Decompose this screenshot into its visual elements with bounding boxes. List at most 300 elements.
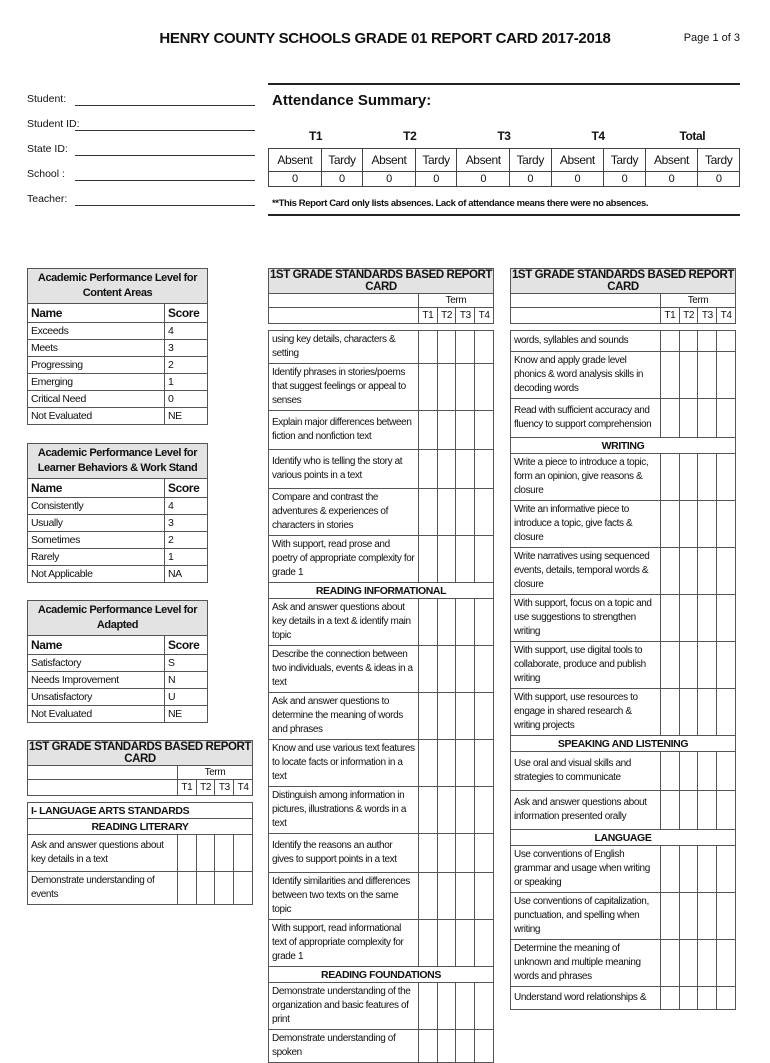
- grade-cell: [661, 352, 680, 399]
- total-header: Total: [679, 129, 706, 143]
- blank-cell: [511, 324, 736, 331]
- grade-cell: [437, 983, 456, 1030]
- level-name: Rarely: [28, 549, 165, 566]
- blank-cell: [269, 324, 494, 331]
- level-score: 4: [165, 323, 208, 340]
- name-header: Name: [28, 304, 165, 323]
- grade-cell: [456, 834, 475, 873]
- attendance-value: 0: [698, 172, 740, 187]
- grade-cell: [456, 364, 475, 411]
- grade-cell: [717, 791, 736, 830]
- legend-row: [28, 655, 208, 672]
- term-header: T4: [234, 780, 253, 796]
- term-header: T3: [456, 308, 475, 324]
- level-score: U: [165, 689, 208, 706]
- standard-description: Identify who is telling the story at various points in a text: [269, 450, 419, 489]
- section-title: WRITING: [511, 438, 736, 454]
- grade-cell: [679, 940, 698, 987]
- grade-cell: [661, 846, 680, 893]
- score-header: Score: [165, 479, 208, 498]
- term-header: T3: [698, 308, 717, 324]
- attendance-value: 0: [415, 172, 457, 187]
- term-header: T1: [418, 308, 437, 324]
- grade-cell: [418, 331, 437, 364]
- grade-cell: [717, 752, 736, 791]
- grade-cell: [475, 331, 494, 364]
- grade-cell: [475, 364, 494, 411]
- standards-table: [27, 740, 253, 905]
- standard-row: [269, 834, 494, 873]
- standard-description: Describe the connection between two individuals, events & ideas in a text: [269, 646, 419, 693]
- standard-row: [269, 983, 494, 1030]
- term-header: T3: [497, 129, 511, 143]
- grade-cell: [418, 536, 437, 583]
- grade-cell: [661, 987, 680, 1010]
- score-header: Score: [165, 304, 208, 323]
- student-id-label: Student ID:: [27, 118, 80, 130]
- legend-row: [28, 566, 208, 583]
- performance-level-table: [27, 443, 208, 583]
- term-header: T3: [215, 780, 234, 796]
- grade-cell: [437, 740, 456, 787]
- standard-description: With support, use resources to engage in shared research & writing projects: [511, 689, 661, 736]
- attendance-note: **This Report Card only lists absences. Lack of attendance means there were no absences.: [272, 198, 649, 209]
- absent-header: Absent: [645, 149, 698, 172]
- grade-cell: [661, 689, 680, 736]
- grade-cell: [679, 642, 698, 689]
- grade-cell: [698, 501, 717, 548]
- student-field: [27, 93, 255, 118]
- level-name: Not Evaluated: [28, 706, 165, 723]
- grade-cell: [717, 987, 736, 1010]
- grade-cell: [418, 450, 437, 489]
- level-name: Critical Need: [28, 391, 165, 408]
- grade-cell: [418, 787, 437, 834]
- grade-cell: [679, 893, 698, 940]
- grade-cell: [679, 752, 698, 791]
- standard-row: [511, 846, 736, 893]
- grade-cell: [698, 893, 717, 940]
- blank-cell: [511, 308, 661, 324]
- grade-cell: [661, 595, 680, 642]
- grade-cell: [418, 599, 437, 646]
- student-id-line: [75, 130, 255, 131]
- legend-row: [28, 706, 208, 723]
- section-header: [511, 830, 736, 846]
- standard-row: [511, 987, 736, 1010]
- section-header: [269, 967, 494, 983]
- level-score: 2: [165, 357, 208, 374]
- standard-description: Ask and answer questions about key details in a text & identify main topic: [269, 599, 419, 646]
- attendance-value: 0: [645, 172, 698, 187]
- section-title: SPEAKING AND LISTENING: [511, 736, 736, 752]
- standard-row: [269, 536, 494, 583]
- grade-cell: [437, 450, 456, 489]
- grade-cell: [679, 846, 698, 893]
- grade-cell: [437, 646, 456, 693]
- grade-cell: [698, 987, 717, 1010]
- grade-cell: [698, 689, 717, 736]
- grade-cell: [456, 873, 475, 920]
- standard-description: Understand word relationships &: [511, 987, 661, 1010]
- grade-cell: [661, 642, 680, 689]
- standard-description: With support, read informational text of appropriate complexity for grade 1: [269, 920, 419, 967]
- grade-cell: [698, 399, 717, 438]
- grade-cell: [661, 399, 680, 438]
- grade-cell: [418, 364, 437, 411]
- level-name: Meets: [28, 340, 165, 357]
- standard-row: [269, 787, 494, 834]
- legend-row: [28, 549, 208, 566]
- grade-cell: [717, 595, 736, 642]
- grade-cell: [679, 454, 698, 501]
- standard-row: [269, 873, 494, 920]
- teacher-field: [27, 193, 255, 218]
- tardy-header: Tardy: [510, 149, 552, 172]
- grade-cell: [475, 740, 494, 787]
- student-id-field: [27, 118, 255, 143]
- grade-cell: [661, 548, 680, 595]
- absent-header: Absent: [457, 149, 510, 172]
- grade-cell: [418, 873, 437, 920]
- grade-cell: [475, 693, 494, 740]
- grade-cell: [418, 489, 437, 536]
- grade-cell: [661, 752, 680, 791]
- term-label: Term: [418, 294, 493, 308]
- school-field: [27, 168, 255, 193]
- grade-cell: [698, 454, 717, 501]
- standard-description: Compare and contrast the adventures & experiences of characters in stories: [269, 489, 419, 536]
- level-score: 1: [165, 549, 208, 566]
- level-name: Satisfactory: [28, 655, 165, 672]
- attendance-value: 0: [457, 172, 510, 187]
- grade-cell: [661, 331, 680, 352]
- legend-row: [28, 323, 208, 340]
- grade-cell: [698, 846, 717, 893]
- grade-cell: [661, 501, 680, 548]
- grade-cell: [717, 454, 736, 501]
- standard-row: [511, 893, 736, 940]
- grade-cell: [437, 599, 456, 646]
- state-id-field: [27, 143, 255, 168]
- grade-cell: [475, 411, 494, 450]
- absent-header: Absent: [551, 149, 604, 172]
- attendance-value: 0: [363, 172, 416, 187]
- name-header: Name: [28, 479, 165, 498]
- grade-cell: [456, 787, 475, 834]
- school-label: School :: [27, 168, 65, 180]
- grade-cell: [456, 536, 475, 583]
- level-score: 0: [165, 391, 208, 408]
- grade-cell: [698, 752, 717, 791]
- term-header: T2: [437, 308, 456, 324]
- level-score: 4: [165, 498, 208, 515]
- standard-description: Demonstrate understanding of events: [28, 872, 178, 905]
- standard-row: [269, 693, 494, 740]
- legend-row: [28, 357, 208, 374]
- grade-cell: [475, 646, 494, 693]
- level-score: NE: [165, 408, 208, 425]
- state-id-line: [75, 155, 255, 156]
- level-score: 2: [165, 532, 208, 549]
- grade-cell: [698, 548, 717, 595]
- grade-cell: [437, 1030, 456, 1063]
- grade-cell: [456, 646, 475, 693]
- school-line: [75, 180, 255, 181]
- grade-cell: [437, 920, 456, 967]
- legend-row: [28, 672, 208, 689]
- standard-row: [511, 791, 736, 830]
- grade-cell: [418, 646, 437, 693]
- standard-description: With support, focus on a topic and use suggestions to strengthen writing: [511, 595, 661, 642]
- grade-cell: [456, 411, 475, 450]
- standard-row: [269, 489, 494, 536]
- standard-description: Ask and answer questions about information presented orally: [511, 791, 661, 830]
- attendance-value: 0: [321, 172, 363, 187]
- grade-cell: [661, 940, 680, 987]
- term-header: T4: [717, 308, 736, 324]
- standard-row: [511, 399, 736, 438]
- grade-cell: [456, 489, 475, 536]
- section-title: READING LITERARY: [28, 819, 253, 835]
- performance-level-table: [27, 268, 208, 425]
- blank-cell: [28, 766, 178, 780]
- term-label: Term: [177, 766, 252, 780]
- grade-cell: [234, 872, 253, 905]
- level-name: Unsatisfactory: [28, 689, 165, 706]
- level-score: NE: [165, 706, 208, 723]
- grade-cell: [698, 331, 717, 352]
- standard-description: Demonstrate understanding of spoken: [269, 1030, 419, 1063]
- teacher-label: Teacher:: [27, 193, 68, 205]
- standard-row: [269, 1030, 494, 1063]
- level-name: Consistently: [28, 498, 165, 515]
- spacer-row: [28, 796, 253, 803]
- name-header: Name: [28, 636, 165, 655]
- level-score: 3: [165, 515, 208, 532]
- grade-cell: [475, 834, 494, 873]
- grade-cell: [698, 642, 717, 689]
- blank-cell: [28, 780, 178, 796]
- grade-cell: [661, 893, 680, 940]
- grade-cell: [679, 331, 698, 352]
- spacer-row: [511, 324, 736, 331]
- blank-cell: [511, 294, 661, 308]
- standard-description: Read with sufficient accuracy and fluency to support comprehension: [511, 399, 661, 438]
- grade-cell: [418, 920, 437, 967]
- grade-cell: [717, 846, 736, 893]
- grade-cell: [679, 399, 698, 438]
- standard-row: [269, 740, 494, 787]
- grade-cell: [177, 835, 196, 872]
- teacher-line: [75, 205, 255, 206]
- attendance-value: 0: [510, 172, 552, 187]
- standard-row: [511, 352, 736, 399]
- standard-row: [269, 331, 494, 364]
- standards-table: [510, 268, 736, 1010]
- attendance-value: 0: [604, 172, 646, 187]
- standard-row: [511, 642, 736, 689]
- standard-row: [511, 548, 736, 595]
- level-score: N: [165, 672, 208, 689]
- level-score: 1: [165, 374, 208, 391]
- legend-row: [28, 498, 208, 515]
- grade-cell: [475, 920, 494, 967]
- standard-description: using key details, characters & setting: [269, 331, 419, 364]
- grade-cell: [717, 352, 736, 399]
- standard-description: Identify similarities and differences between two texts on the same topic: [269, 873, 419, 920]
- blank-cell: [28, 796, 253, 803]
- attendance-top-rule: [268, 83, 740, 85]
- section-header: [269, 583, 494, 599]
- standards-table: [268, 268, 494, 1063]
- grade-cell: [475, 489, 494, 536]
- grade-cell: [475, 873, 494, 920]
- grade-cell: [418, 693, 437, 740]
- level-name: Emerging: [28, 374, 165, 391]
- level-name: Usually: [28, 515, 165, 532]
- grade-cell: [437, 331, 456, 364]
- grade-cell: [717, 940, 736, 987]
- legend-row: [28, 340, 208, 357]
- grade-cell: [679, 352, 698, 399]
- grade-cell: [679, 689, 698, 736]
- grade-cell: [456, 599, 475, 646]
- level-score: 3: [165, 340, 208, 357]
- grade-cell: [418, 1030, 437, 1063]
- grade-cell: [475, 1030, 494, 1063]
- standard-row: [269, 599, 494, 646]
- standard-description: Use oral and visual skills and strategies to communicate: [511, 752, 661, 791]
- level-name: Not Applicable: [28, 566, 165, 583]
- standard-description: Use conventions of English grammar and usage when writing or speaking: [511, 846, 661, 893]
- grade-cell: [456, 1030, 475, 1063]
- grade-cell: [475, 983, 494, 1030]
- standards-title: 1ST GRADE STANDARDS BASED REPORT CARD: [28, 741, 252, 765]
- score-header: Score: [165, 636, 208, 655]
- grade-cell: [437, 364, 456, 411]
- standard-description: Identify phrases in stories/poems that suggest feelings or appeal to senses: [269, 364, 419, 411]
- student-line: [75, 105, 255, 106]
- grade-cell: [475, 599, 494, 646]
- grade-cell: [437, 693, 456, 740]
- standard-row: [511, 595, 736, 642]
- grade-cell: [717, 689, 736, 736]
- spacer-row: [269, 324, 494, 331]
- grade-cell: [717, 399, 736, 438]
- standard-row: [269, 411, 494, 450]
- grade-cell: [437, 489, 456, 536]
- grade-cell: [196, 835, 215, 872]
- level-name: Not Evaluated: [28, 408, 165, 425]
- standard-row: [269, 646, 494, 693]
- grade-cell: [437, 536, 456, 583]
- standard-description: words, syllables and sounds: [511, 331, 661, 352]
- grade-cell: [456, 331, 475, 364]
- absent-header: Absent: [269, 149, 322, 172]
- level-name: Exceeds: [28, 323, 165, 340]
- standard-description: Ask and answer questions about key details in a text: [28, 835, 178, 872]
- standard-description: Write a piece to introduce a topic, form an opinion, give reasons & closure: [511, 454, 661, 501]
- grade-cell: [698, 791, 717, 830]
- legend-title: Academic Performance Level for Content Areas: [28, 269, 208, 304]
- standard-row: [511, 689, 736, 736]
- grade-cell: [437, 834, 456, 873]
- grade-cell: [475, 450, 494, 489]
- section-title: READING INFORMATIONAL: [269, 583, 494, 599]
- blank-cell: [269, 308, 419, 324]
- standard-row: [511, 331, 736, 352]
- student-label: Student:: [27, 93, 67, 105]
- standard-description: Determine the meaning of unknown and multiple meaning words and phrases: [511, 940, 661, 987]
- level-score: NA: [165, 566, 208, 583]
- grade-cell: [679, 501, 698, 548]
- term-header: T1: [661, 308, 680, 324]
- grade-cell: [698, 940, 717, 987]
- term-header: T2: [403, 129, 417, 143]
- grade-cell: [418, 411, 437, 450]
- grade-cell: [456, 920, 475, 967]
- legend-row: [28, 532, 208, 549]
- section-header: [511, 438, 736, 454]
- standard-row: [269, 920, 494, 967]
- grade-cell: [475, 787, 494, 834]
- standard-row: [28, 835, 253, 872]
- standard-description: Explain major differences between fiction and nonfiction text: [269, 411, 419, 450]
- standard-row: [269, 450, 494, 489]
- standard-description: Know and apply grade level phonics & word analysis skills in decoding words: [511, 352, 661, 399]
- standard-row: [269, 364, 494, 411]
- attendance-table: [268, 124, 740, 187]
- grade-cell: [698, 352, 717, 399]
- term-header: T2: [196, 780, 215, 796]
- absent-header: Absent: [363, 149, 416, 172]
- standard-row: [28, 872, 253, 905]
- term-header: T1: [177, 780, 196, 796]
- grade-cell: [177, 872, 196, 905]
- tardy-header: Tardy: [604, 149, 646, 172]
- standard-description: With support, use digital tools to collaborate, produce and publish writing: [511, 642, 661, 689]
- grade-cell: [196, 872, 215, 905]
- grade-cell: [717, 501, 736, 548]
- grade-cell: [717, 893, 736, 940]
- grade-cell: [679, 987, 698, 1010]
- performance-level-table: [27, 600, 208, 723]
- legend-row: [28, 515, 208, 532]
- standard-description: With support, read prose and poetry of appropriate complexity for grade 1: [269, 536, 419, 583]
- grade-cell: [418, 983, 437, 1030]
- standard-description: Use conventions of capitalization, punctuation, and spelling when writing: [511, 893, 661, 940]
- grade-cell: [456, 983, 475, 1030]
- blank-cell: [269, 294, 419, 308]
- attendance-value: 0: [551, 172, 604, 187]
- grade-cell: [437, 787, 456, 834]
- grade-cell: [475, 536, 494, 583]
- grade-cell: [679, 791, 698, 830]
- grade-cell: [234, 835, 253, 872]
- legend-row: [28, 391, 208, 408]
- standard-description: Demonstrate understanding of the organization and basic features of print: [269, 983, 419, 1030]
- term-header: T1: [308, 129, 323, 143]
- level-name: Progressing: [28, 357, 165, 374]
- state-id-label: State ID:: [27, 143, 68, 155]
- standard-description: Write an informative piece to introduce a topic, give facts & closure: [511, 501, 661, 548]
- section-header: [511, 736, 736, 752]
- section-title: LANGUAGE: [511, 830, 736, 846]
- level-name: Needs Improvement: [28, 672, 165, 689]
- grade-cell: [456, 740, 475, 787]
- grade-cell: [717, 331, 736, 352]
